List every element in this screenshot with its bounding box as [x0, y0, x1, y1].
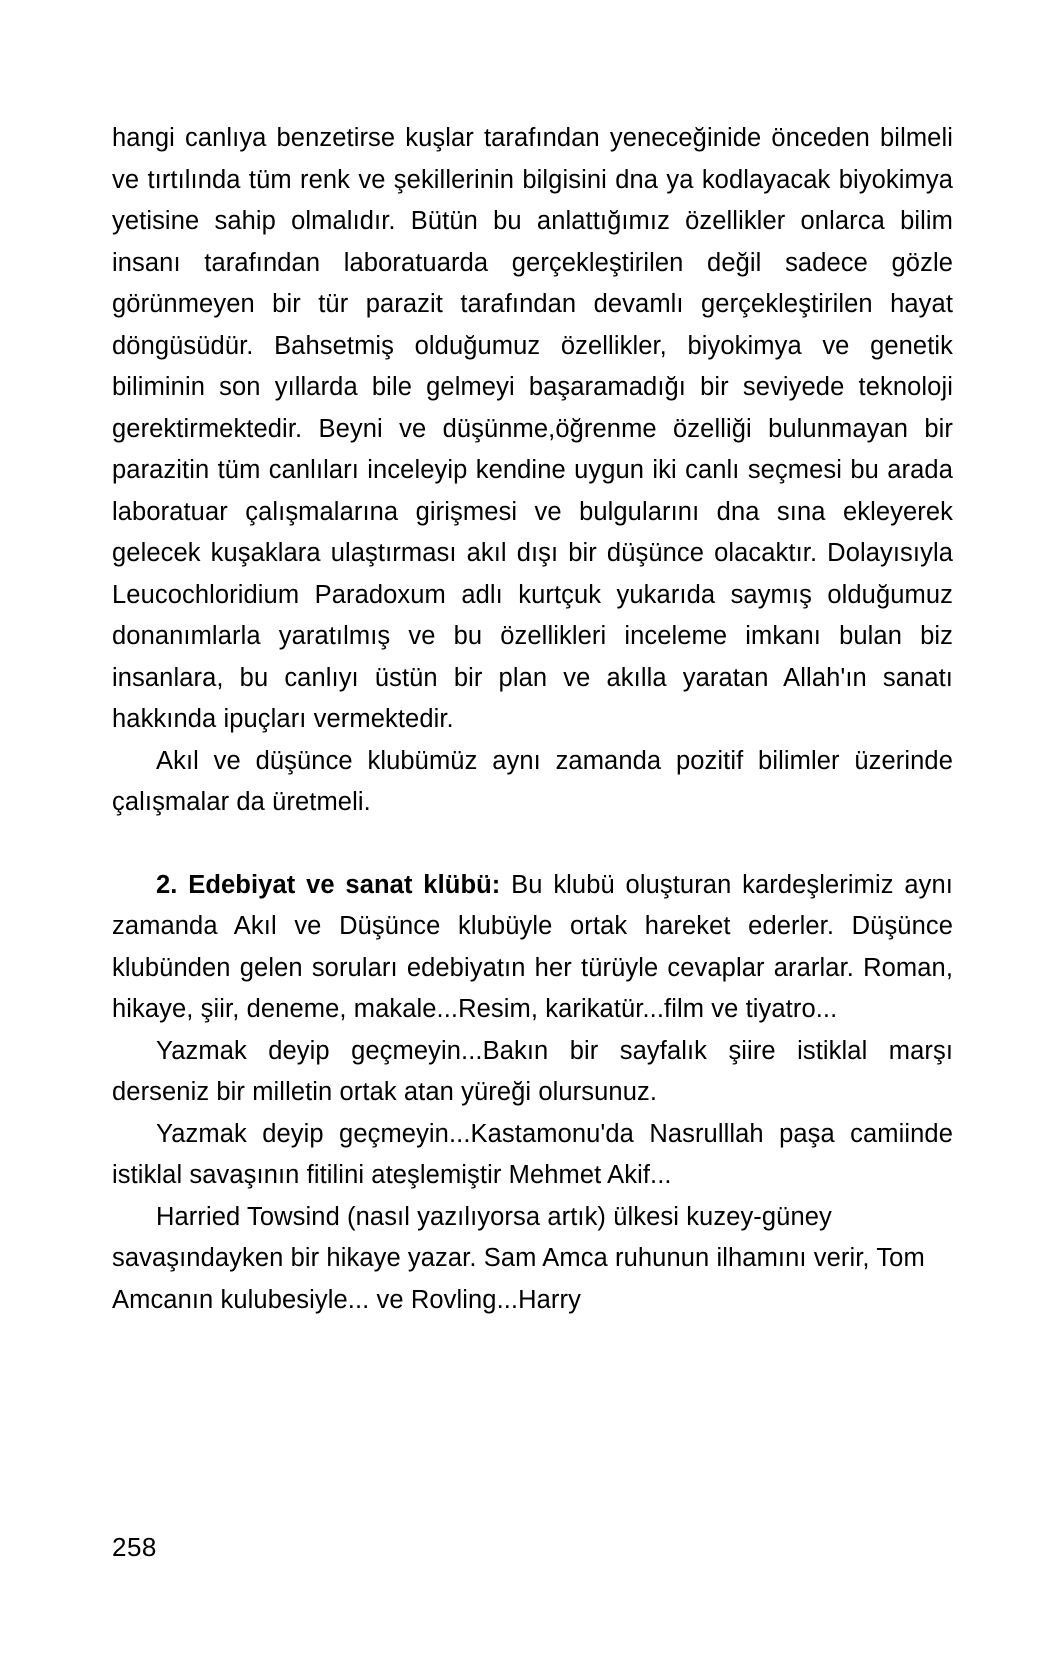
paragraph-continued: hangi canlıya benzetirse kuşlar tarafından yeneceğinide önceden bilmeli ve tırtılında tüm renk ve şekillerinin bilgisini dna ya kodlayacak biyokimya yetisine sahip olmalıdır. Bütün bu anlattığımız özellikler onlarca bilim insanı tarafından laboratuarda gerçekleştirilen değil sadece gözle görünmeyen bir tür parazit tarafından devamlı gerçekleştirilen hayat döngüsüdür. Bahsetmiş olduğumuz özellikler, biyokimya ve genetik biliminin son yıllarda bile gelmeyi başaramadığı bir seviyede teknoloji gerektirmektedir. Beyni ve düşünme,öğrenme özelliği bulunmayan bir parazitin tüm canlıları inceleyip kendine uygun iki canlı seçmesi bu arada laboratuar çalışmalarına girişmesi ve bulgularını dna sına ekleyerek gelecek kuşaklara ulaştırması akıl dışı bir düşünce olacaktır. Dolayısıyla Leucochloridium Paradoxum adlı kurtçuk yukarıda saymış olduğumuz donanımlarla yaratılmış ve bu özellikleri inceleme imkanı bulan biz insanlara, bu canlıyı üstün bir plan ve akılla yaratan Allah'ın sanatı hakkında ipuçları vermektedir. [112, 124, 953, 733]
paragraph-harried: Harried Towsind (nasıl yazılıyorsa artık) ülkesi kuzey-güney savaşındayken bir hikaye yazar. Sam Amca ruhunun ilhamını verir, Tom Amcanın kulubesiyle... ve Rovling...Harry [112, 1202, 925, 1314]
paragraph-lead-edebiyat-sanat: 2. Edebiyat ve sanat klübü: [156, 870, 501, 899]
page-number: 258 [112, 1532, 157, 1562]
paragraph-akil-dusunce: Akıl ve düşünce klubümüz aynı zamanda pozitif bilimler üzerinde çalışmalar da üretmeli. [112, 746, 953, 816]
paragraph-edebiyat-sanat-text: Bu klubü oluşturan kardeşlerimiz aynı zamanda Akıl ve Düşünce klubüyle ortak hareket ederler. Düşünce klubünden gelen soruları edebiyatın her türüyle cevaplar ararlar. Roman, hikaye, şiir, deneme, makale...Resim, karikatür...film ve tiyatro... [112, 870, 953, 1023]
page-body [112, 118, 953, 1321]
paragraph-edebiyat-sanat [112, 865, 953, 1031]
paragraph-yazmak-1: Yazmak deyip geçmeyin...Bakın bir sayfalık şiire istiklal marşı derseniz bir milletin ortak atan yüreği olursunuz. [112, 1036, 953, 1106]
paragraph-yazmak-2: Yazmak deyip geçmeyin...Kastamonu'da Nasrulllah paşa camiinde istiklal savaşının fitilini ateşlemiştir Mehmet Akif... [112, 1119, 953, 1189]
